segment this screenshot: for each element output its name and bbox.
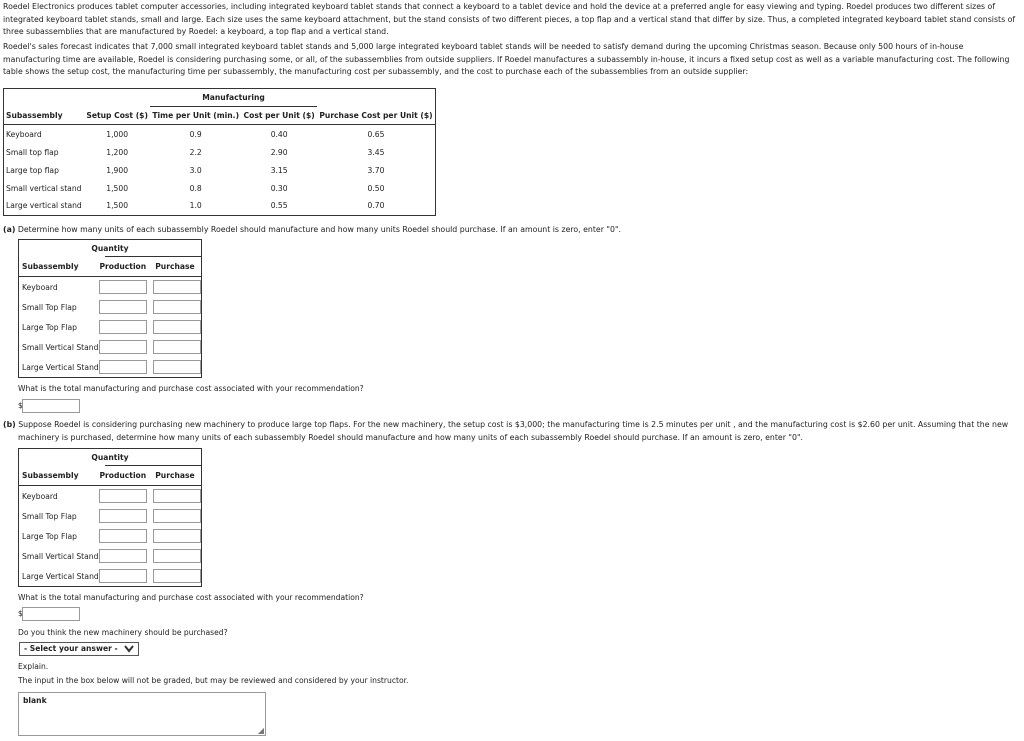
row-label: Keyboard [6, 129, 42, 139]
intro-paragraph-2: Roedel's sales forecast indicates that 7,000 small integrated keyboard tablet stands and 5,000 large integrated keyboard tablet stands will be needed to satisfy demand during the upcoming Christmas season. Because only 500 hours of in-house manufacturing time are available, Roedel is considering purchasing some, or all, of the subassemblies from outside suppliers. If Roedel manufactures a subassembly in-house, it incurs a fixed setup cost as well as a variable manufacturing cost. The following table shows the setup cost, the manufacturing time per subassembly, the manufacturing cost per subassembly, and the cost to purchase each of the subassemblies from an outside supplier: [3, 42, 1010, 76]
row-label: Small Vertical Stand [22, 551, 99, 561]
part-b-total-cost-input[interactable] [22, 607, 80, 621]
row-label: Large top flap [6, 165, 59, 175]
setup-cost: 1,500 [106, 183, 129, 193]
col-subassembly: Subassembly [6, 110, 63, 120]
col-subassembly: Subassembly [22, 262, 79, 271]
row-label: Large Vertical Stand [22, 571, 99, 581]
setup-cost: 1,000 [106, 129, 129, 139]
row-label: Small Top Flap [22, 511, 77, 521]
cost-per-unit: 3.15 [270, 165, 288, 175]
purchase-input[interactable] [153, 549, 201, 563]
list-item [19, 277, 201, 297]
chevron-down-icon [124, 644, 134, 657]
row-label: Small vertical stand [6, 183, 82, 193]
list-item [19, 506, 201, 526]
setup-cost: 1,900 [106, 165, 129, 175]
col-time-per-unit: Time per Unit (min.) [152, 111, 240, 120]
purchase-input[interactable] [153, 489, 201, 503]
table-row [4, 179, 436, 197]
purchase-input[interactable] [153, 509, 201, 523]
col-subassembly: Subassembly [22, 471, 79, 480]
purchase-cost: 0.50 [367, 183, 385, 193]
col-purchase: Purchase [155, 262, 195, 271]
row-label: Large Top Flap [22, 322, 77, 332]
table-row [4, 161, 436, 179]
cost-per-unit: 0.40 [270, 129, 288, 139]
part-b-label: (b) [3, 420, 16, 429]
machinery-question: Do you think the new machinery should be purchased? [18, 628, 228, 637]
part-a-text: Determine how many units of each subassembly Roedel should manufacture and how many units Roedel should purchase. If an amount is zero, enter "0". [17, 225, 622, 234]
setup-cost: 1,500 [106, 201, 129, 211]
quantity-header: Quantity [91, 453, 129, 462]
explanation-textarea[interactable] [18, 692, 266, 736]
part-b-text: Suppose Roedel is considering purchasing new machinery to produce large top flaps. For the new machinery, the setup cost is $3,000; the manufacturing time is 2.5 minutes per unit , and the manufacturing cost is $2.60 per unit. Assuming that the new [18, 420, 1009, 429]
time-per-unit: 0.8 [189, 183, 202, 193]
purchase-cost: 3.45 [367, 147, 385, 157]
cost-per-unit: 2.90 [270, 147, 288, 157]
setup-cost: 1,200 [106, 147, 129, 157]
purchase-input[interactable] [153, 529, 201, 543]
purchase-input[interactable] [153, 569, 201, 583]
part-a-label: (a) [3, 225, 16, 234]
intro-paragraph-1: Roedel Electronics produces tablet computer accessories, including integrated keyboard tablet stands that connect a keyboard to a tablet device and hold the device at a preferred angle for easy viewing and typing. Roedel produces two different sizes of integrated keyboard tablet stands, small and large. Each size uses the same keyboard attachment, but the stand consists of two different pieces, a top flap and a vertical stand that differ by size. Thus, a completed integrated keyboard tablet stand consists of three subassemblies that are manufactured by Roedel: a keyboard, a top flap and a vertical stand. [3, 2, 1016, 36]
time-per-unit: 2.2 [189, 147, 202, 157]
list-item [19, 546, 201, 566]
table-row [4, 125, 436, 143]
row-label: Large Top Flap [22, 531, 77, 541]
part-b-quantity-table [18, 448, 202, 587]
textarea-content: blank [23, 696, 47, 705]
select-value: - Select your answer - [24, 644, 118, 653]
list-item [19, 337, 201, 357]
part-a-question [3, 224, 1021, 237]
purchase-cost: 0.70 [367, 201, 385, 211]
purchase-input[interactable] [153, 320, 201, 334]
row-label: Keyboard [22, 282, 58, 292]
col-setup-cost: Setup Cost ($) [86, 110, 148, 120]
col-purchase-cost: Purchase Cost per Unit ($) [319, 110, 433, 120]
purchase-cost: 3.70 [367, 165, 385, 175]
production-input[interactable] [99, 569, 147, 583]
manufacturing-group-header: Manufacturing [150, 89, 317, 107]
production-input[interactable] [99, 549, 147, 563]
purchase-input[interactable] [153, 300, 201, 314]
time-per-unit: 0.9 [189, 129, 202, 139]
production-input[interactable] [99, 340, 147, 354]
col-production: Production [99, 262, 147, 271]
explain-note: The input in the box below will not be graded, but may be reviewed and considered by your instructor. [18, 676, 409, 685]
table-row [4, 143, 436, 161]
purchase-input[interactable] [153, 280, 201, 294]
cost-per-unit: 0.30 [270, 183, 288, 193]
production-input[interactable] [99, 360, 147, 374]
time-per-unit: 3.0 [189, 165, 202, 175]
production-input[interactable] [99, 529, 147, 543]
production-input[interactable] [99, 300, 147, 314]
row-label: Small Top Flap [22, 302, 77, 312]
resize-handle-icon[interactable]: ◢ [257, 726, 264, 735]
list-item [19, 357, 201, 377]
purchase-cost: 0.65 [367, 129, 385, 139]
purchase-input[interactable] [153, 340, 201, 354]
row-label: Large Vertical Stand [22, 362, 99, 372]
time-per-unit: 1.0 [189, 201, 202, 211]
list-item [19, 526, 201, 546]
currency-symbol: $ [18, 609, 23, 618]
list-item [19, 486, 201, 506]
currency-symbol: $ [18, 401, 23, 410]
subassembly-cost-table [3, 88, 436, 216]
production-input[interactable] [99, 509, 147, 523]
col-production: Production [99, 471, 147, 480]
row-label: Small top flap [6, 147, 59, 157]
list-item [19, 317, 201, 337]
production-input[interactable] [99, 320, 147, 334]
quantity-header: Quantity [91, 244, 129, 253]
part-a-quantity-table [18, 239, 202, 378]
row-label: Keyboard [22, 491, 58, 501]
table-row [4, 197, 436, 215]
production-input[interactable] [99, 489, 147, 503]
list-item [19, 297, 201, 317]
cost-per-unit: 0.55 [270, 201, 288, 211]
part-b-cost-question: What is the total manufacturing and purchase cost associated with your recommendation? [18, 593, 364, 602]
row-label: Small Vertical Stand [22, 342, 99, 352]
part-b-question-line-1 [3, 419, 1021, 432]
machinery-answer-select[interactable] [19, 642, 139, 656]
part-b-question-line-2: machinery is purchased, determine how many units of each subassembly Roedel should manufacture and how many units of each subassembly Roedel should purchase. If an amount is zero, enter "0". [18, 433, 804, 442]
col-purchase: Purchase [155, 471, 195, 480]
production-input[interactable] [99, 280, 147, 294]
list-item [19, 566, 201, 586]
col-cost-per-unit: Cost per Unit ($) [243, 111, 315, 120]
row-label: Large vertical stand [6, 201, 82, 211]
part-a-cost-question: What is the total manufacturing and purchase cost associated with your recommendation? [18, 384, 364, 393]
purchase-input[interactable] [153, 360, 201, 374]
explain-label: Explain. [18, 662, 49, 671]
part-a-total-cost-input[interactable] [22, 399, 80, 413]
